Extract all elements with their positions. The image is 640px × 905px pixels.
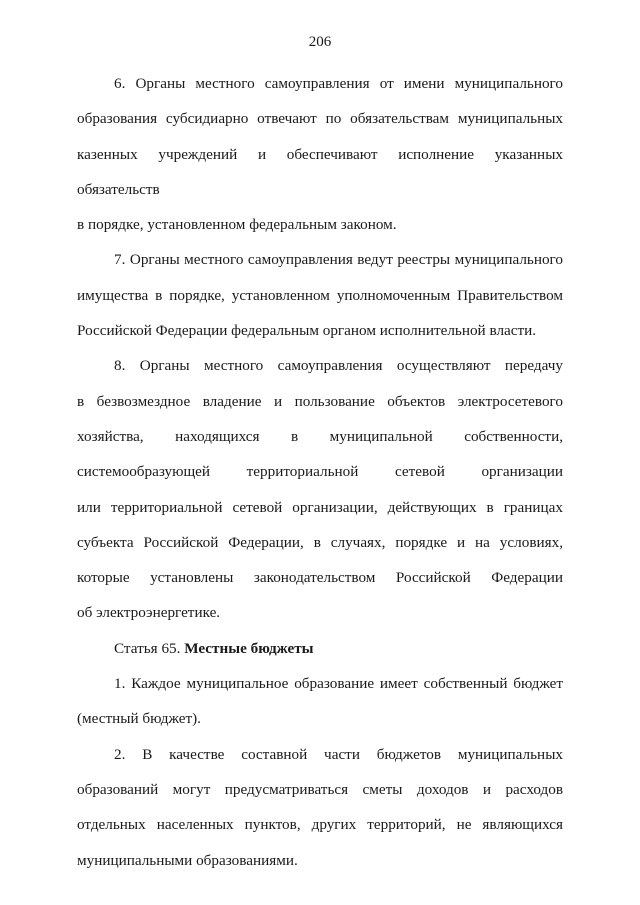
text-line: которые установлены законодательством Российской Федерации xyxy=(77,569,563,587)
text-line: субъекта Российской Федерации, в случаях, порядке и на условиях, xyxy=(77,533,563,551)
document-body xyxy=(77,66,563,878)
page-number: 206 xyxy=(308,34,332,50)
article-paragraph-2 xyxy=(77,737,563,878)
text-line: 2. В качестве составной части бюджетов муниципальных xyxy=(114,745,563,763)
text-line: образований могут предусматриваться сметы доходов и расходов xyxy=(77,780,563,798)
paragraph-8 xyxy=(77,348,563,630)
text-line: казенных учреждений и обеспечивают исполнение указанных обязательств xyxy=(77,145,563,198)
text-line: 7. Органы местного самоуправления ведут реестры муниципального xyxy=(114,251,563,269)
text-line: в порядке, установленном федеральным законом. xyxy=(77,216,397,234)
text-line: 8. Органы местного самоуправления осуществляют передачу xyxy=(114,357,563,375)
text-line: имущества в порядке, установленном уполномоченным Правительством xyxy=(77,286,563,304)
text-line: отдельных населенных пунктов, других территорий, не являющихся xyxy=(77,816,563,834)
article-label: Статья 65. xyxy=(114,639,181,657)
text-line: 1. Каждое муниципальное образование имеет собственный бюджет xyxy=(114,675,563,693)
text-line: 6. Органы местного самоуправления от имени муниципального xyxy=(114,75,563,92)
article-paragraph-1 xyxy=(77,666,563,737)
text-line: Российской Федерации федеральным органом исполнительной власти. xyxy=(77,322,537,340)
text-line: или территориальной сетевой организации, действующих в границах xyxy=(77,498,563,516)
text-line: (местный бюджет). xyxy=(77,710,201,728)
text-line: об электроэнергетике. xyxy=(77,604,221,622)
text-line: хозяйства, находящихся в муниципальной собственности, xyxy=(77,427,563,445)
text-line: муниципальными образованиями. xyxy=(77,851,298,869)
paragraph-6 xyxy=(77,66,563,242)
text-line: в безвозмездное владение и пользование объектов электросетевого xyxy=(77,392,563,410)
article-title: Местные бюджеты xyxy=(184,639,314,657)
text-line: системообразующей территориальной сетевой организации xyxy=(77,463,563,481)
paragraph-7 xyxy=(77,242,563,348)
article-heading xyxy=(77,631,563,666)
text-line: образования субсидиарно отвечают по обязательствам муниципальных xyxy=(77,110,563,128)
